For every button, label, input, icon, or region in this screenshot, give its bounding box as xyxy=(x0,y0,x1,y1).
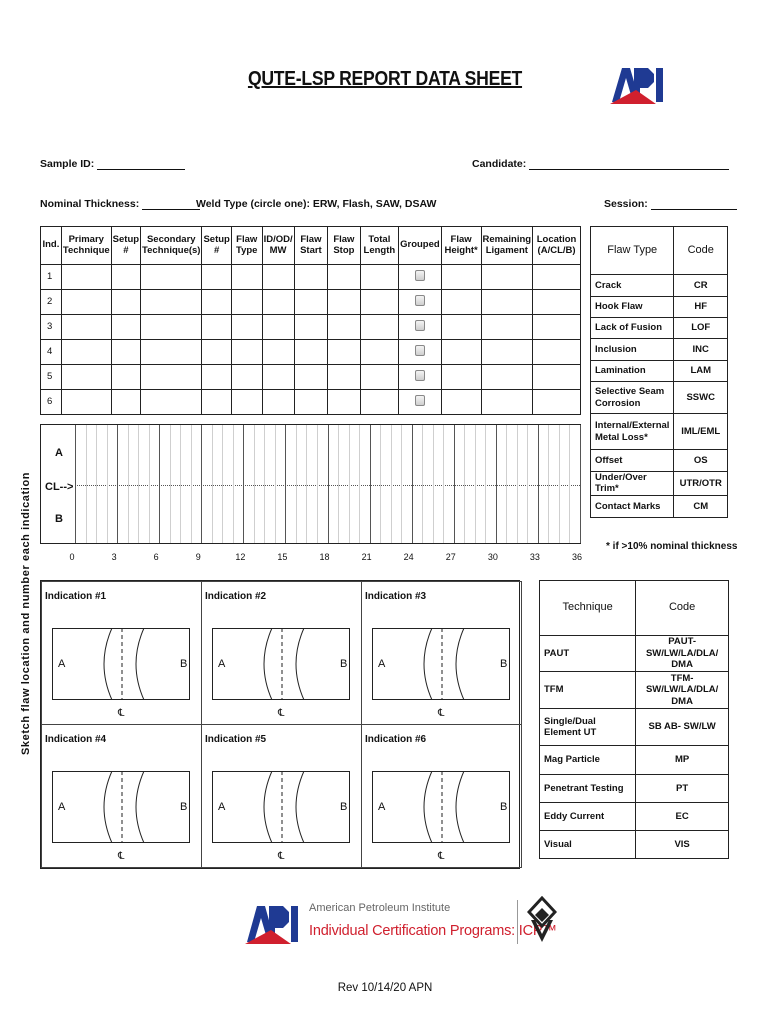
flaw-code: UTR/OTR xyxy=(674,472,728,496)
grid-line xyxy=(496,425,497,543)
row-number: 5 xyxy=(41,365,62,390)
flaw-type-name: Offset xyxy=(591,450,674,472)
input-cell[interactable] xyxy=(481,340,533,365)
flaw-code-row xyxy=(591,339,728,361)
grid-line xyxy=(138,425,139,543)
graph-label-a: A xyxy=(55,447,63,459)
flaw-type-name: Inclusion xyxy=(591,339,674,361)
input-cell[interactable] xyxy=(441,340,481,365)
input-cell[interactable] xyxy=(262,365,294,390)
flaw-code: IML/EML xyxy=(674,414,728,450)
flaw-code-row xyxy=(591,275,728,297)
org-name: American Petroleum Institute xyxy=(309,902,451,914)
column-header: Primary Technique xyxy=(61,227,111,265)
grid-line xyxy=(338,425,339,543)
input-cell[interactable] xyxy=(231,265,262,290)
input-cell[interactable] xyxy=(360,365,399,390)
input-cell[interactable] xyxy=(61,290,111,315)
column-header: Grouped xyxy=(399,227,442,265)
input-cell[interactable] xyxy=(141,390,202,415)
input-cell[interactable] xyxy=(294,390,328,415)
sketch-area xyxy=(40,580,520,869)
input-cell[interactable] xyxy=(360,290,399,315)
flaw-code-row xyxy=(591,361,728,382)
side-a-label: A xyxy=(218,658,226,670)
technique-header: Code xyxy=(636,581,729,636)
column-header: Ind. xyxy=(41,227,62,265)
grid-line xyxy=(391,425,392,543)
grid-line xyxy=(475,425,476,543)
grouped-checkbox[interactable] xyxy=(415,295,425,306)
grid-line xyxy=(96,425,97,543)
grid-line xyxy=(559,425,560,543)
tick-label: 30 xyxy=(487,552,498,562)
grid-line xyxy=(170,425,171,543)
technique-code: EC xyxy=(636,803,729,831)
indication-cell[interactable] xyxy=(201,724,362,868)
side-b-label: B xyxy=(340,658,348,670)
technique-code: PAUT- SW/LW/LA/DLA/ DMA xyxy=(636,636,729,672)
centerline-symbol: ℄ xyxy=(278,851,285,862)
grid-line xyxy=(191,425,192,543)
grouped-cell xyxy=(399,315,442,340)
centerline-symbol: ℄ xyxy=(118,851,125,862)
technique-code: TFM- SW/LW/LA/DLA/ DMA xyxy=(636,672,729,709)
input-cell[interactable] xyxy=(262,315,294,340)
flaw-code: LAM xyxy=(674,361,728,382)
grid-line xyxy=(580,425,581,543)
flaw-code: INC xyxy=(674,339,728,361)
technique-name: Penetrant Testing xyxy=(540,775,636,803)
api-logo-top xyxy=(610,56,666,106)
weld-type-field[interactable]: Weld Type (circle one): ERW, Flash, SAW, DSAW xyxy=(196,198,437,210)
indication-cell[interactable] xyxy=(41,581,202,725)
input-cell[interactable] xyxy=(294,290,328,315)
icp-diamond-icon xyxy=(527,896,557,946)
grid-line xyxy=(538,425,539,543)
side-a-label: A xyxy=(58,658,66,670)
candidate-label: Candidate: xyxy=(472,158,527,170)
technique-row xyxy=(540,746,729,775)
tick-label: 0 xyxy=(69,552,75,562)
weld-diagram xyxy=(372,628,510,700)
tick-label: 6 xyxy=(153,552,159,562)
technique-code-table xyxy=(539,580,729,859)
input-cell[interactable] xyxy=(231,340,262,365)
centerline-symbol: ℄ xyxy=(118,708,125,719)
session-label: Session: xyxy=(604,198,648,210)
indication-cell[interactable] xyxy=(201,581,362,725)
indication-label: Indication #2 xyxy=(205,591,267,602)
column-header: ID/OD/ MW xyxy=(262,227,294,265)
grid-line xyxy=(433,425,434,543)
flaw-type-name: Selective Seam Corrosion xyxy=(591,382,674,414)
input-cell[interactable] xyxy=(231,290,262,315)
input-cell[interactable] xyxy=(328,265,360,290)
grouped-checkbox[interactable] xyxy=(415,320,425,331)
technique-name: Eddy Current xyxy=(540,803,636,831)
flaw-code: SSWC xyxy=(674,382,728,414)
input-cell[interactable] xyxy=(61,390,111,415)
grid-line xyxy=(380,425,381,543)
flaw-code-row xyxy=(591,382,728,414)
tick-label: 18 xyxy=(319,552,330,562)
column-header: Flaw Type xyxy=(231,227,262,265)
technique-name: PAUT xyxy=(540,636,636,672)
side-b-label: B xyxy=(180,658,188,670)
grid-line xyxy=(296,425,297,543)
input-cell[interactable] xyxy=(141,265,202,290)
centerline-symbol: ℄ xyxy=(278,708,285,719)
code-header: Code xyxy=(674,227,728,275)
input-cell[interactable] xyxy=(328,290,360,315)
candidate-field[interactable] xyxy=(472,158,729,170)
row-number: 1 xyxy=(41,265,62,290)
grid-line xyxy=(401,425,402,543)
input-cell[interactable] xyxy=(231,365,262,390)
input-cell[interactable] xyxy=(141,290,202,315)
footer-divider xyxy=(517,900,518,944)
table-row xyxy=(41,315,581,340)
grid-line xyxy=(222,425,223,543)
tick-label: 15 xyxy=(277,552,288,562)
column-header: Setup # xyxy=(111,227,140,265)
grid-line xyxy=(454,425,455,543)
input-cell[interactable] xyxy=(481,390,533,415)
input-cell[interactable] xyxy=(111,265,140,290)
grid-line xyxy=(306,425,307,543)
column-header: Setup # xyxy=(202,227,231,265)
input-cell[interactable] xyxy=(481,315,533,340)
grid-line xyxy=(86,425,87,543)
sample-id-field[interactable] xyxy=(40,158,185,170)
technique-row xyxy=(540,831,729,859)
weld-diagram xyxy=(212,628,350,700)
grid-line xyxy=(201,425,202,543)
input-cell[interactable] xyxy=(441,265,481,290)
input-cell[interactable] xyxy=(61,340,111,365)
input-cell[interactable] xyxy=(360,265,399,290)
flaw-code-row xyxy=(591,472,728,496)
flaw-code: OS xyxy=(674,450,728,472)
technique-row xyxy=(540,803,729,831)
centerline-symbol: ℄ xyxy=(438,851,445,862)
input-cell[interactable] xyxy=(328,340,360,365)
tick-label: 27 xyxy=(445,552,456,562)
weld-diagram xyxy=(52,771,190,843)
indication-cell[interactable] xyxy=(361,581,522,725)
side-b-label: B xyxy=(500,658,508,670)
grid-line xyxy=(569,425,570,543)
input-cell[interactable] xyxy=(61,265,111,290)
flaw-code-row xyxy=(591,297,728,318)
input-cell[interactable] xyxy=(202,340,231,365)
grouped-checkbox[interactable] xyxy=(415,270,425,281)
grid-line xyxy=(159,425,160,543)
flaw-type-name: Crack xyxy=(591,275,674,297)
input-cell[interactable] xyxy=(262,340,294,365)
indication-label: Indication #3 xyxy=(365,591,427,602)
session-field[interactable] xyxy=(604,198,737,210)
grid-line xyxy=(275,425,276,543)
input-cell[interactable] xyxy=(61,315,111,340)
input-cell[interactable] xyxy=(481,365,533,390)
row-number: 3 xyxy=(41,315,62,340)
side-a-label: A xyxy=(378,801,386,813)
weld-diagram xyxy=(52,628,190,700)
indication-label: Indication #5 xyxy=(205,734,267,745)
tick-label: 24 xyxy=(403,552,414,562)
revision-text: Rev 10/14/20 APN xyxy=(337,982,433,994)
input-cell[interactable] xyxy=(533,315,581,340)
input-cell[interactable] xyxy=(141,315,202,340)
grid-line xyxy=(359,425,360,543)
grouped-cell xyxy=(399,365,442,390)
table-row xyxy=(41,365,581,390)
input-cell[interactable] xyxy=(360,315,399,340)
input-cell[interactable] xyxy=(141,340,202,365)
sketch-vertical-label: Sketch flaw location and number each indication xyxy=(20,471,32,755)
technique-row xyxy=(540,709,729,746)
grid-line xyxy=(128,425,129,543)
table-row xyxy=(41,265,581,290)
grid-line xyxy=(107,425,108,543)
grouped-checkbox[interactable] xyxy=(415,395,425,406)
grid-line xyxy=(443,425,444,543)
column-header: Secondary Technique(s) xyxy=(141,227,202,265)
input-cell[interactable] xyxy=(202,265,231,290)
input-cell[interactable] xyxy=(111,290,140,315)
input-cell[interactable] xyxy=(231,315,262,340)
input-cell[interactable] xyxy=(441,290,481,315)
input-cell[interactable] xyxy=(111,315,140,340)
footnote: * if >10% nominal thickness xyxy=(606,541,738,552)
indication-cell[interactable] xyxy=(41,724,202,868)
side-b-label: B xyxy=(340,801,348,813)
input-cell[interactable] xyxy=(533,340,581,365)
code-header: Flaw Type xyxy=(591,227,674,275)
weld-diagram xyxy=(372,771,510,843)
nominal-thickness-field[interactable] xyxy=(40,198,200,210)
row-number: 6 xyxy=(41,390,62,415)
grid-line xyxy=(254,425,255,543)
grid-line xyxy=(264,425,265,543)
tick-label: 21 xyxy=(361,552,372,562)
grid-line xyxy=(527,425,528,543)
input-cell[interactable] xyxy=(441,390,481,415)
api-logo-footer xyxy=(242,896,304,946)
side-b-label: B xyxy=(180,801,188,813)
flaw-type-name: Under/Over Trim* xyxy=(591,472,674,496)
technique-row xyxy=(540,672,729,709)
table-row xyxy=(41,390,581,415)
column-header: Total Length xyxy=(360,227,399,265)
technique-code: VIS xyxy=(636,831,729,859)
grid-line xyxy=(285,425,286,543)
flaw-code-row xyxy=(591,495,728,517)
flaw-type-name: Internal/External Metal Loss* xyxy=(591,414,674,450)
flaw-code-row xyxy=(591,318,728,339)
column-header: Location (A/CL/B) xyxy=(533,227,581,265)
flaw-code-row xyxy=(591,414,728,450)
indication-cell[interactable] xyxy=(361,724,522,868)
indication-table xyxy=(40,226,581,415)
grid-line xyxy=(548,425,549,543)
grid-line xyxy=(370,425,371,543)
technique-name: Mag Particle xyxy=(540,746,636,775)
technique-code: PT xyxy=(636,775,729,803)
input-cell[interactable] xyxy=(360,390,399,415)
input-cell[interactable] xyxy=(111,390,140,415)
technique-header: Technique xyxy=(540,581,636,636)
input-cell[interactable] xyxy=(202,315,231,340)
input-cell[interactable] xyxy=(141,365,202,390)
flaw-code-row xyxy=(591,450,728,472)
table-row xyxy=(41,290,581,315)
grid-line xyxy=(75,425,76,543)
grid-line xyxy=(349,425,350,543)
input-cell[interactable] xyxy=(294,365,328,390)
grid-line xyxy=(485,425,486,543)
grouped-cell xyxy=(399,340,442,365)
flaw-type-name: Contact Marks xyxy=(591,495,674,517)
weld-diagram xyxy=(212,771,350,843)
grid-line xyxy=(506,425,507,543)
flaw-code: CR xyxy=(674,275,728,297)
input-cell[interactable] xyxy=(202,290,231,315)
input-cell[interactable] xyxy=(262,390,294,415)
grouped-checkbox[interactable] xyxy=(415,370,425,381)
input-cell[interactable] xyxy=(360,340,399,365)
grouped-checkbox[interactable] xyxy=(415,345,425,356)
input-cell[interactable] xyxy=(533,365,581,390)
program-name: Individual Certification Programs: ICP™ xyxy=(309,923,557,939)
tick-label: 3 xyxy=(111,552,117,562)
input-cell[interactable] xyxy=(533,265,581,290)
nominal-thickness-label: Nominal Thickness: xyxy=(40,198,140,210)
input-cell[interactable] xyxy=(262,290,294,315)
side-a-label: A xyxy=(58,801,66,813)
side-a-label: A xyxy=(218,801,226,813)
grid-line xyxy=(412,425,413,543)
side-b-label: B xyxy=(500,801,508,813)
indication-label: Indication #6 xyxy=(365,734,427,745)
input-cell[interactable] xyxy=(328,390,360,415)
technique-code: SB AB- SW/LW xyxy=(636,709,729,746)
input-cell[interactable] xyxy=(533,390,581,415)
tick-label: 12 xyxy=(235,552,246,562)
input-cell[interactable] xyxy=(294,265,328,290)
input-cell[interactable] xyxy=(533,290,581,315)
grouped-cell xyxy=(399,390,442,415)
indication-label: Indication #4 xyxy=(45,734,107,745)
input-cell[interactable] xyxy=(61,365,111,390)
grid-line xyxy=(243,425,244,543)
input-cell[interactable] xyxy=(111,340,140,365)
technique-name: Visual xyxy=(540,831,636,859)
graph-label-b: B xyxy=(55,513,63,525)
grid-line xyxy=(464,425,465,543)
flaw-type-name: Lack of Fusion xyxy=(591,318,674,339)
flaw-location-graph[interactable] xyxy=(40,424,581,544)
input-cell[interactable] xyxy=(441,315,481,340)
flaw-code: CM xyxy=(674,495,728,517)
input-cell[interactable] xyxy=(441,365,481,390)
sample-id-label: Sample ID: xyxy=(40,158,95,170)
technique-name: TFM xyxy=(540,672,636,709)
input-cell[interactable] xyxy=(294,315,328,340)
flaw-type-name: Hook Flaw xyxy=(591,297,674,318)
grouped-cell xyxy=(399,290,442,315)
grid-line xyxy=(212,425,213,543)
input-cell[interactable] xyxy=(262,265,294,290)
input-cell[interactable] xyxy=(328,315,360,340)
table-row xyxy=(41,340,581,365)
tick-label: 36 xyxy=(571,552,583,562)
input-cell[interactable] xyxy=(202,365,231,390)
technique-code: MP xyxy=(636,746,729,775)
grouped-cell xyxy=(399,265,442,290)
input-cell[interactable] xyxy=(111,365,140,390)
input-cell[interactable] xyxy=(328,365,360,390)
technique-row xyxy=(540,775,729,803)
grid-line xyxy=(317,425,318,543)
graph-label-cl: CL--> xyxy=(45,481,74,493)
flaw-code-table xyxy=(590,226,728,518)
grid-line xyxy=(180,425,181,543)
tick-label: 9 xyxy=(195,552,201,562)
side-a-label: A xyxy=(378,658,386,670)
grid-line xyxy=(422,425,423,543)
centerline-symbol: ℄ xyxy=(438,708,445,719)
column-header: Remaining Ligament xyxy=(481,227,533,265)
input-cell[interactable] xyxy=(231,390,262,415)
flaw-code: LOF xyxy=(674,318,728,339)
grid-line xyxy=(517,425,518,543)
row-number: 2 xyxy=(41,290,62,315)
technique-row xyxy=(540,636,729,672)
input-cell[interactable] xyxy=(481,265,533,290)
indication-label: Indication #1 xyxy=(45,591,107,602)
flaw-type-name: Lamination xyxy=(591,361,674,382)
column-header: Flaw Height* xyxy=(441,227,481,265)
input-cell[interactable] xyxy=(202,390,231,415)
grid-line xyxy=(149,425,150,543)
column-header: Flaw Start xyxy=(294,227,328,265)
grid-line xyxy=(117,425,118,543)
input-cell[interactable] xyxy=(294,340,328,365)
row-number: 4 xyxy=(41,340,62,365)
column-header: Flaw Stop xyxy=(328,227,360,265)
grid-line xyxy=(328,425,329,543)
tick-label: 33 xyxy=(529,552,540,562)
flaw-code: HF xyxy=(674,297,728,318)
grid-line xyxy=(233,425,234,543)
page-title: QUTE-LSP REPORT DATA SHEET xyxy=(247,68,523,90)
input-cell[interactable] xyxy=(481,290,533,315)
technique-name: Single/Dual Element UT xyxy=(540,709,636,746)
